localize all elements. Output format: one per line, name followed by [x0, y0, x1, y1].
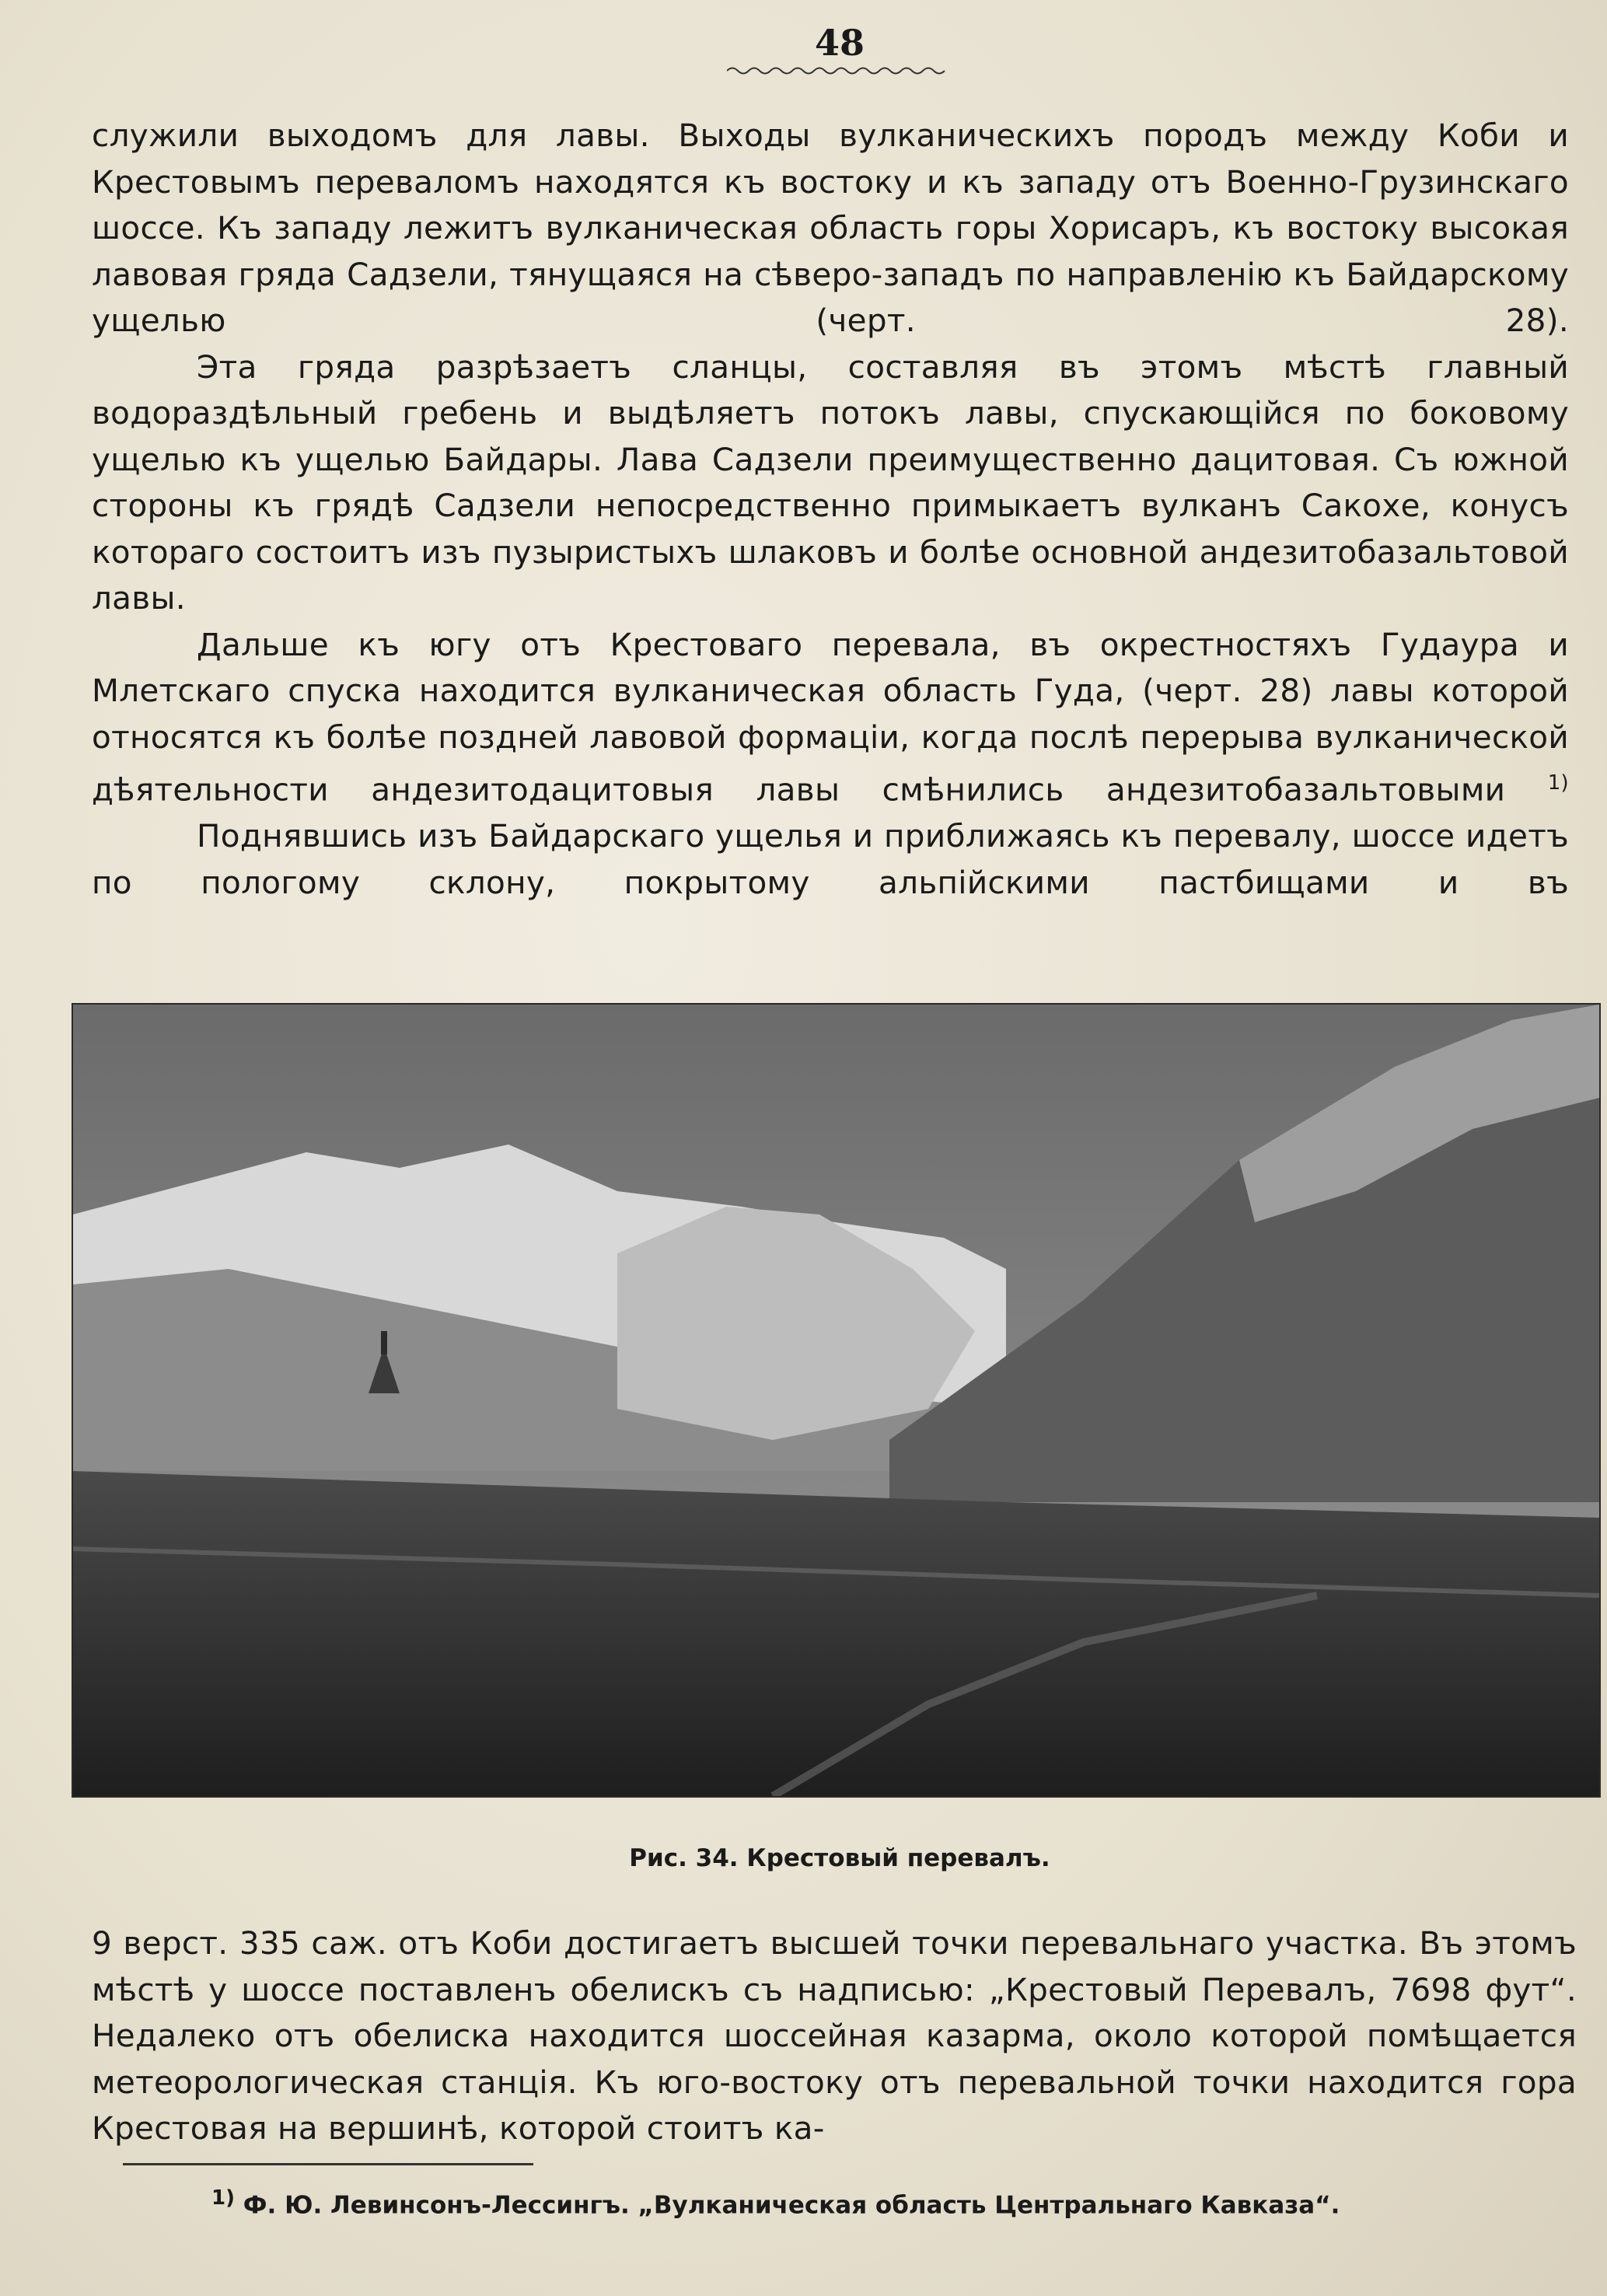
paragraph-2: Эта гряда разрѣзаетъ сланцы, составляя въ этомъ мѣстѣ главный водораздѣльный гребень и выдѣляетъ потокъ лавы, спускающійся по боковому ущелью къ ущелью Байдары. Лава Садзели преимущественно дацитовая. Съ южной стороны къ грядѣ Садзели непосредственно примыкаетъ вулканъ Сакохе, конусъ котораго состоитъ изъ пузыристыхъ шлаковъ и болѣе основной андезитобазальтовой лавы. — [92, 348, 1569, 617]
mountain-pass-photo — [72, 1003, 1601, 1798]
page-number: 48 — [814, 22, 865, 64]
ornament-divider — [727, 65, 948, 76]
paragraph-3-text: Дальше къ югу отъ Крестоваго перевала, въ окрестностяхъ Гудаура и Млетскаго спуска находится вулканическая область Гуда, (черт. 28) лавы которой относятся къ болѣе поздней лавовой формаціи, когда послѣ перерыва вулканической дѣятельности андезитодацитовыя лавы смѣнились андезитобазальтовыми — [92, 625, 1569, 809]
footnote-divider — [123, 2163, 533, 2165]
paragraph-4: Поднявшись изъ Байдарскаго ущелья и приближаясь къ перевалу, шоссе идетъ по пологому склону, покрытому альпійскими пастбищами и въ — [92, 817, 1569, 901]
lower-text-block — [92, 1920, 1577, 2152]
footnote — [211, 2186, 1564, 2219]
paragraph-3 — [92, 622, 1569, 814]
figure-caption: Рис. 34. Крестовый перевалъ. — [629, 1844, 1050, 1872]
upper-text-block — [92, 113, 1569, 906]
footnote-text: Ф. Ю. Левинсонъ-Лессингъ. „Вулканическая область Центральнаго Кавказа“. — [243, 2191, 1340, 2220]
footnote-ref: 1) — [1547, 771, 1569, 795]
paragraph-5: 9 верст. 335 саж. отъ Коби достигаетъ высшей точки перевальнаго участка. Въ этомъ мѣстѣ у шоссе поставленъ обелискъ съ надписью: „Крестовый Перевалъ, 7698 фут“. Недалеко отъ обелиска находится шоссейная казарма, около которой помѣщается метеорологическая станція. Къ юго-востоку отъ перевальной точки находится гора Крестовая на вершинѣ, которой стоитъ ка- — [92, 1924, 1577, 2147]
mountain-photo-icon — [73, 1005, 1599, 1796]
paragraph-1: служили выходомъ для лавы. Выходы вулканическихъ породъ между Коби и Крестовымъ переваломъ находятся къ востоку и къ западу отъ Военно-Грузинскаго шоссе. Къ западу лежитъ вулканическая область горы Хорисаръ, къ востоку высокая лавовая гряда Садзели, тянущаяся на сѣверо-западъ по направленію къ Байдарскому ущелью (черт. 28). — [92, 117, 1569, 339]
footnote-marker: 1) — [211, 2186, 235, 2210]
